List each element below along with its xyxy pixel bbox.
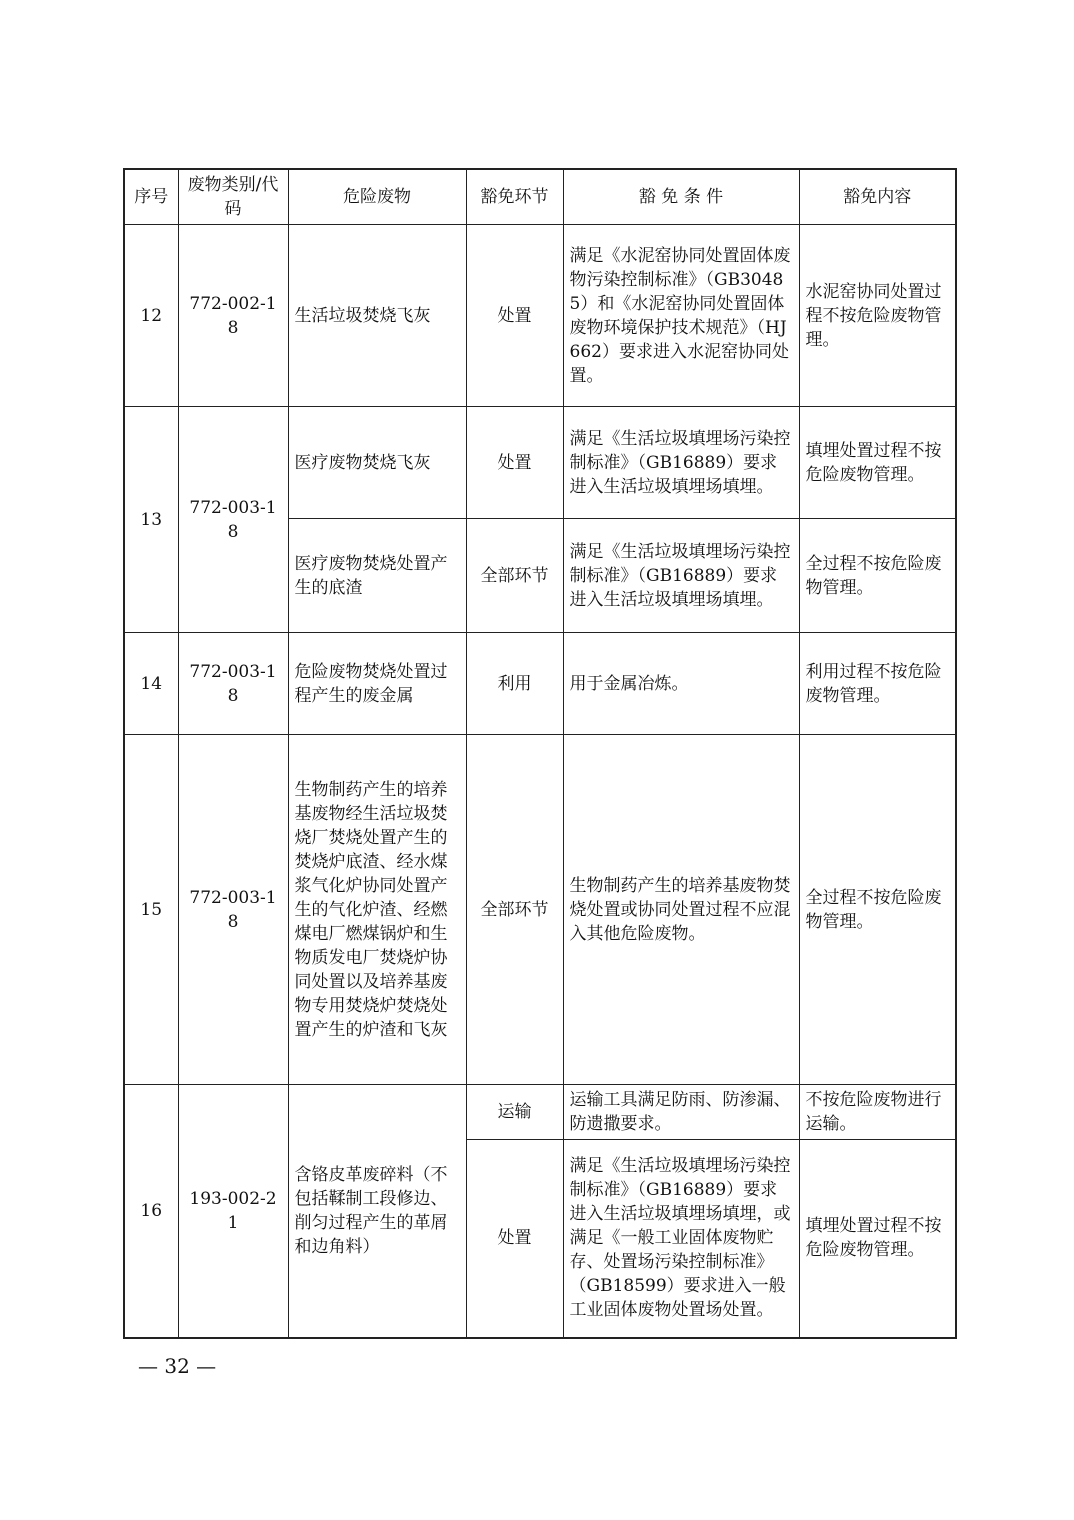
table-header-row	[124, 169, 956, 225]
row-seq: 15	[124, 735, 178, 1085]
row-stage: 全部环节	[466, 735, 563, 1085]
exemption-table	[123, 168, 957, 1339]
row-seq: 14	[124, 633, 178, 735]
row-code: 772-002-18	[178, 225, 288, 407]
row-waste: 生物制药产生的培养基废物经生活垃圾焚烧厂焚烧处置产生的焚烧炉底渣、经水煤浆气化炉协同处置产生的气化炉渣、经燃煤电厂燃煤锅炉和生物质发电厂焚烧炉协同处置以及培养基废物专用焚烧炉焚烧处置产生的炉渣和飞灰	[288, 735, 466, 1085]
row-condition: 满足《生活垃圾填埋场污染控制标准》（GB16889）要求进入生活垃圾填埋场填埋，或满足《一般工业固体废物贮存、处置场污染控制标准》（GB18599）要求进入一般工业固体废物处置场处置。	[563, 1140, 799, 1338]
table-row	[124, 633, 956, 735]
row-condition: 满足《生活垃圾填埋场污染控制标准》（GB16889）要求进入生活垃圾填埋场填埋。	[563, 407, 799, 519]
row-waste: 医疗废物焚烧飞灰	[288, 407, 466, 519]
row-seq: 16	[124, 1085, 178, 1338]
row-content: 全过程不按危险废物管理。	[799, 519, 956, 633]
row-code: 772-003-18	[178, 633, 288, 735]
table-row	[124, 407, 956, 519]
row-stage: 处置	[466, 225, 563, 407]
row-content: 水泥窑协同处置过程不按危险废物管理。	[799, 225, 956, 407]
row-condition: 生物制药产生的培养基废物焚烧处置或协同处置过程不应混入其他危险废物。	[563, 735, 799, 1085]
header-code: 废物类别/代码	[178, 169, 288, 225]
header-condition: 豁 免 条 件	[563, 169, 799, 225]
header-seq: 序号	[124, 169, 178, 225]
table-row	[124, 1085, 956, 1140]
header-waste: 危险废物	[288, 169, 466, 225]
row-stage: 处置	[466, 407, 563, 519]
row-stage: 全部环节	[466, 519, 563, 633]
row-condition: 运输工具满足防雨、防渗漏、防遗撒要求。	[563, 1085, 799, 1140]
row-stage: 处置	[466, 1140, 563, 1338]
row-seq: 12	[124, 225, 178, 407]
row-stage: 运输	[466, 1085, 563, 1140]
row-code: 772-003-18	[178, 407, 288, 633]
row-content: 填埋处置过程不按危险废物管理。	[799, 407, 956, 519]
row-condition: 用于金属冶炼。	[563, 633, 799, 735]
header-stage: 豁免环节	[466, 169, 563, 225]
row-waste: 含铬皮革废碎料（不包括鞣制工段修边、削匀过程产生的革屑和边角料）	[288, 1085, 466, 1338]
row-waste: 医疗废物焚烧处置产生的底渣	[288, 519, 466, 633]
row-stage: 利用	[466, 633, 563, 735]
row-code: 772-003-18	[178, 735, 288, 1085]
row-content: 填埋处置过程不按危险废物管理。	[799, 1140, 956, 1338]
row-seq: 13	[124, 407, 178, 633]
row-condition: 满足《水泥窑协同处置固体废物污染控制标准》（GB30485）和《水泥窑协同处置固体废物环境保护技术规范》（HJ662）要求进入水泥窑协同处置。	[563, 225, 799, 407]
row-waste: 生活垃圾焚烧飞灰	[288, 225, 466, 407]
row-condition: 满足《生活垃圾填埋场污染控制标准》（GB16889）要求进入生活垃圾填埋场填埋。	[563, 519, 799, 633]
table-row	[124, 225, 956, 407]
row-content: 利用过程不按危险废物管理。	[799, 633, 956, 735]
row-waste: 危险废物焚烧处置过程产生的废金属	[288, 633, 466, 735]
page-number: — 32 —	[138, 1354, 217, 1378]
table-row	[124, 735, 956, 1085]
row-content: 不按危险废物进行运输。	[799, 1085, 956, 1140]
row-code: 193-002-21	[178, 1085, 288, 1338]
row-content: 全过程不按危险废物管理。	[799, 735, 956, 1085]
header-content: 豁免内容	[799, 169, 956, 225]
